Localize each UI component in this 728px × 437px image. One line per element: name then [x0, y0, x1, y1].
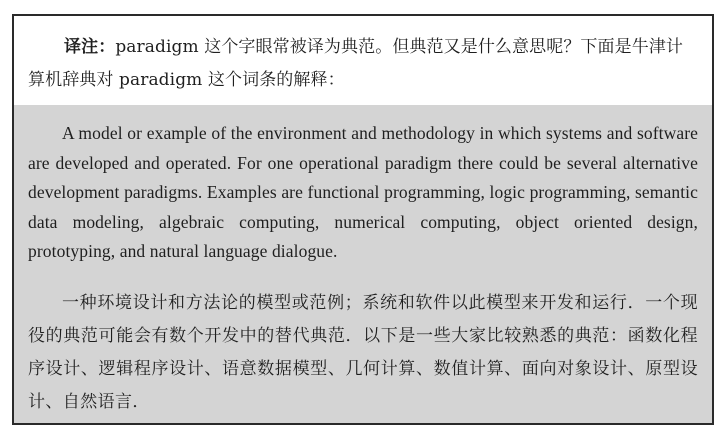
translator-note-text: paradigm 这个字眼常被译为典范。但典范又是什么意思呢？下面是牛津计算机辞典对 paradigm 这个词条的解释： — [28, 37, 684, 90]
dictionary-entry-chinese: 一种环境设计和方法论的模型或范例；系统和软件以此模型来开发和运行．一个现役的典范可能会有数个开发中的替代典范．以下是一些大家比较熟悉的典范：函数化程序设计、逻辑程序设计、语意数据模型、几何计算、数值计算、面向对象设计、原型设计、自然语言． — [28, 292, 698, 412]
dictionary-entry-english: A model or example of the environment and methodology in which systems and software are developed and operated. For one operational paradigm there could be several alternative development paradigms. Examples are functional programming, logic programming, semantic data modeling, algebraic computing, numerical computing, object oriented design, prototyping, and natural language dialogue. — [28, 123, 698, 261]
translator-note-paragraph — [28, 31, 698, 97]
dictionary-entry — [14, 105, 712, 425]
translator-note-lead: 译注： — [64, 37, 116, 57]
translator-note — [14, 16, 712, 105]
boxed-excerpt — [12, 14, 714, 425]
